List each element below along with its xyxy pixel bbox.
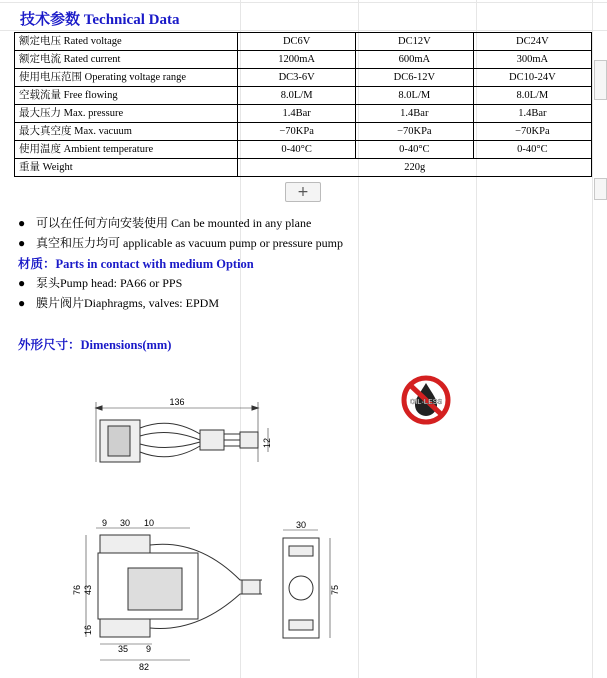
param-cell[interactable]: 额定电流 Rated current [15,51,238,69]
value-cell[interactable]: 1.4Bar [473,105,591,123]
value-cell[interactable]: DC6V [238,33,356,51]
dim-label: 12 [262,437,272,449]
value-cell[interactable]: DC24V [473,33,591,51]
list-item-text: 膜片阀片Diaphragms, valves: EPDM [36,296,219,310]
dim-label: 9 [146,644,152,654]
param-cell[interactable]: 空载流量 Free flowing [15,87,238,105]
value-cell[interactable]: DC10-24V [473,69,591,87]
value-cell[interactable]: 0-40°C [473,141,591,159]
value-cell[interactable]: 0-40°C [355,141,473,159]
materials-heading: 材质：Parts in contact with medium Option [18,257,254,271]
param-cell[interactable]: 额定电压 Rated voltage [15,33,238,51]
param-cell[interactable]: 使用电压范围 Operating voltage range [15,69,238,87]
bullet-glyph: ● [18,236,26,250]
dim-label: 30 [120,518,131,528]
dim-label: 75 [330,584,340,596]
dim-label: 136 [169,397,185,407]
dimensions-heading: 外形尺寸：Dimensions(mm) [18,338,172,352]
value-cell[interactable]: −70KPa [238,123,356,141]
value-cell[interactable]: 1.4Bar [238,105,356,123]
top-view-drawing [96,402,268,462]
value-cell[interactable]: −70KPa [473,123,591,141]
value-cell[interactable]: DC12V [355,33,473,51]
weight-value-cell[interactable]: 220g [238,159,592,177]
value-cell[interactable]: DC3-6V [238,69,356,87]
dim-label: 9 [102,518,108,528]
value-cell[interactable]: −70KPa [355,123,473,141]
param-cell[interactable]: 最大真空度 Max. vacuum [15,123,238,141]
value-cell[interactable]: 600mA [355,51,473,69]
dim-label: 76 [72,584,82,596]
oil-less-label: OIL-LESS [409,399,443,406]
param-cell[interactable]: 使用温度 Ambient temperature [15,141,238,159]
value-cell[interactable]: 8.0L/M [238,87,356,105]
value-cell[interactable]: 1.4Bar [355,105,473,123]
page-title: 技术参数 Technical Data [20,12,180,28]
dim-label: 30 [295,520,307,530]
param-cell[interactable]: 最大压力 Max. pressure [15,105,238,123]
list-item-text: 泵头Pump head: PA66 or PPS [36,276,183,290]
bullet-glyph: ● [18,216,26,230]
dim-label: 82 [138,662,150,672]
list-item-text: 可以在任何方向安装使用 Can be mounted in any plane [36,216,312,230]
add-row-button[interactable]: + [285,182,321,202]
dim-label: 43 [83,584,93,596]
front-view-drawing [86,528,262,660]
dim-label: 35 [118,644,129,654]
value-cell[interactable]: 8.0L/M [473,87,591,105]
value-cell[interactable]: 0-40°C [238,141,356,159]
value-cell[interactable]: 1200mA [238,51,356,69]
dim-label: 16 [83,624,93,636]
oil-less-badge [404,378,448,422]
value-cell[interactable]: 8.0L/M [355,87,473,105]
side-view-drawing [283,530,330,638]
bullet-glyph: ● [18,296,26,310]
bullet-glyph: ● [18,276,26,290]
value-cell[interactable]: DC6-12V [355,69,473,87]
list-item-text: 真空和压力均可 applicable as vacuum pump or pressure pump [36,236,343,250]
param-cell[interactable]: 重量 Weight [15,159,238,177]
value-cell[interactable]: 300mA [473,51,591,69]
dim-label: 10 [144,518,155,528]
